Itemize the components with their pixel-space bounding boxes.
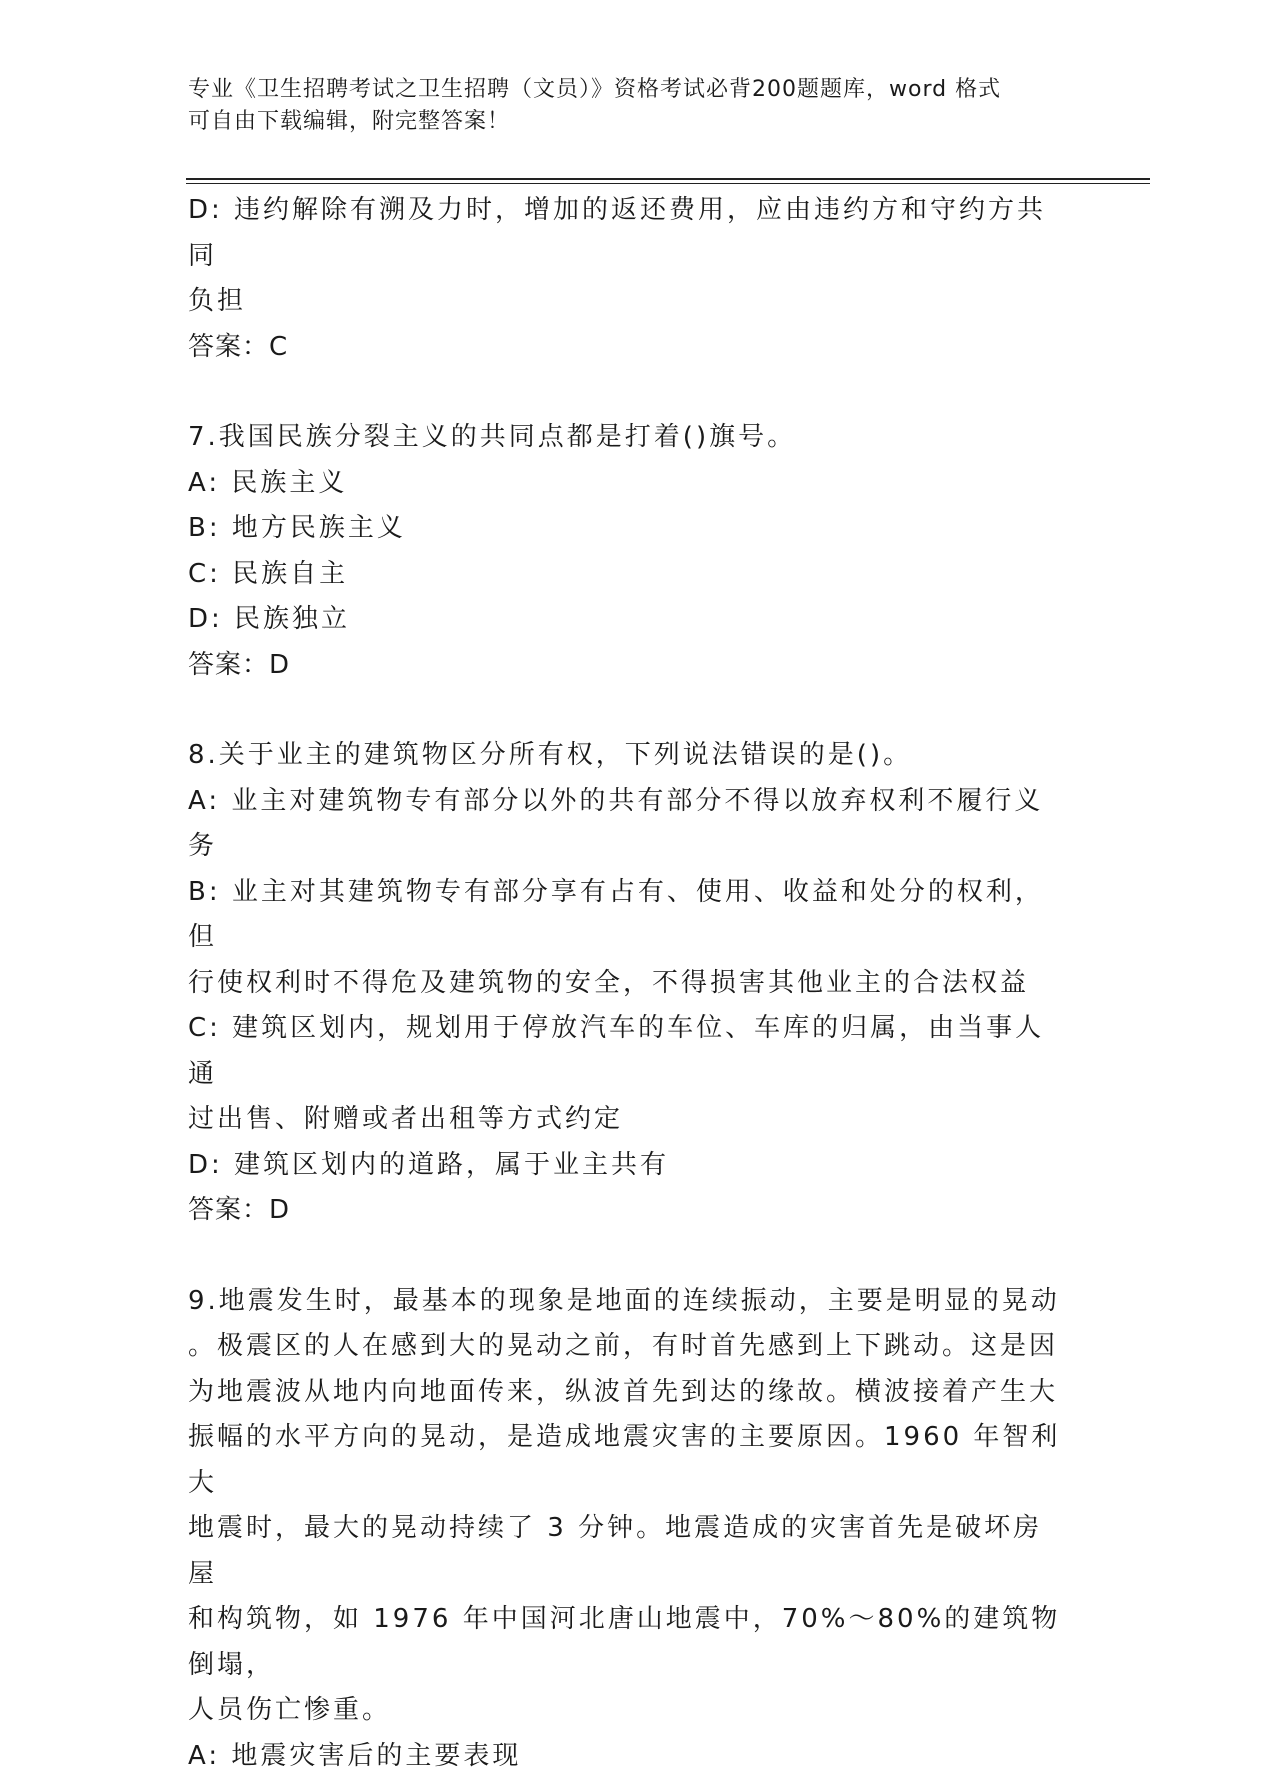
option-c-line-2: 过出售、附赠或者出租等方式约定 (188, 1097, 1068, 1143)
question-stem-line-6: 和构筑物，如 1976 年中国河北唐山地震中，70%～80%的建筑物倒塌， (188, 1597, 1068, 1688)
option-d-line-2: 负担 (188, 279, 1068, 325)
option-d-line-1: D: 违约解除有溯及力时，增加的返还费用，应由违约方和守约方共同 (188, 188, 1068, 279)
question-8 (188, 733, 1068, 1234)
header-divider-thick (186, 178, 1150, 180)
question-stem-line-4: 振幅的水平方向的晃动，是造成地震灾害的主要原因。1960 年智利大 (188, 1415, 1068, 1506)
header-line-2: 可自由下载编辑，附完整答案！ (188, 106, 1068, 138)
question-stem-line-2: 。极震区的人在感到大的晃动之前，有时首先感到上下跳动。这是因 (188, 1324, 1068, 1370)
question-6-continued (188, 188, 1068, 370)
answer: 答案：D (188, 643, 1068, 689)
option-c-line-1: C: 建筑区划内，规划用于停放汽车的车位、车库的归属，由当事人通 (188, 1006, 1068, 1097)
option-b-line-1: B: 业主对其建筑物专有部分享有占有、使用、收益和处分的权利，但 (188, 870, 1068, 961)
option-a: A: 地震灾害后的主要表现 (188, 1734, 1068, 1779)
answer: 答案：C (188, 325, 1068, 371)
answer: 答案：D (188, 1188, 1068, 1234)
question-stem: 7.我国民族分裂主义的共同点都是打着()旗号。 (188, 415, 1068, 461)
option-d: D: 民族独立 (188, 597, 1068, 643)
option-c: C: 民族自主 (188, 552, 1068, 598)
question-9 (188, 1279, 1068, 1779)
option-a: A: 民族主义 (188, 461, 1068, 507)
question-stem-line-1: 9.地震发生时，最基本的现象是地面的连续振动，主要是明显的晃动 (188, 1279, 1068, 1325)
question-stem: 8.关于业主的建筑物区分所有权，下列说法错误的是()。 (188, 733, 1068, 779)
document-body (188, 188, 1068, 1779)
header-line-1: 专业《卫生招聘考试之卫生招聘（文员）》资格考试必背200题题库，word 格式 (188, 74, 1068, 106)
question-stem-line-3: 为地震波从地内向地面传来，纵波首先到达的缘故。横波接着产生大 (188, 1370, 1068, 1416)
question-7 (188, 415, 1068, 688)
option-a: A: 业主对建筑物专有部分以外的共有部分不得以放弃权利不履行义务 (188, 779, 1068, 870)
page-header (188, 74, 1068, 138)
question-stem-line-7: 人员伤亡惨重。 (188, 1688, 1068, 1734)
option-b: B: 地方民族主义 (188, 506, 1068, 552)
option-d: D: 建筑区划内的道路，属于业主共有 (188, 1143, 1068, 1189)
question-stem-line-5: 地震时，最大的晃动持续了 3 分钟。地震造成的灾害首先是破坏房屋 (188, 1506, 1068, 1597)
header-divider-thin (186, 183, 1150, 184)
option-b-line-2: 行使权利时不得危及建筑物的安全，不得损害其他业主的合法权益 (188, 961, 1068, 1007)
